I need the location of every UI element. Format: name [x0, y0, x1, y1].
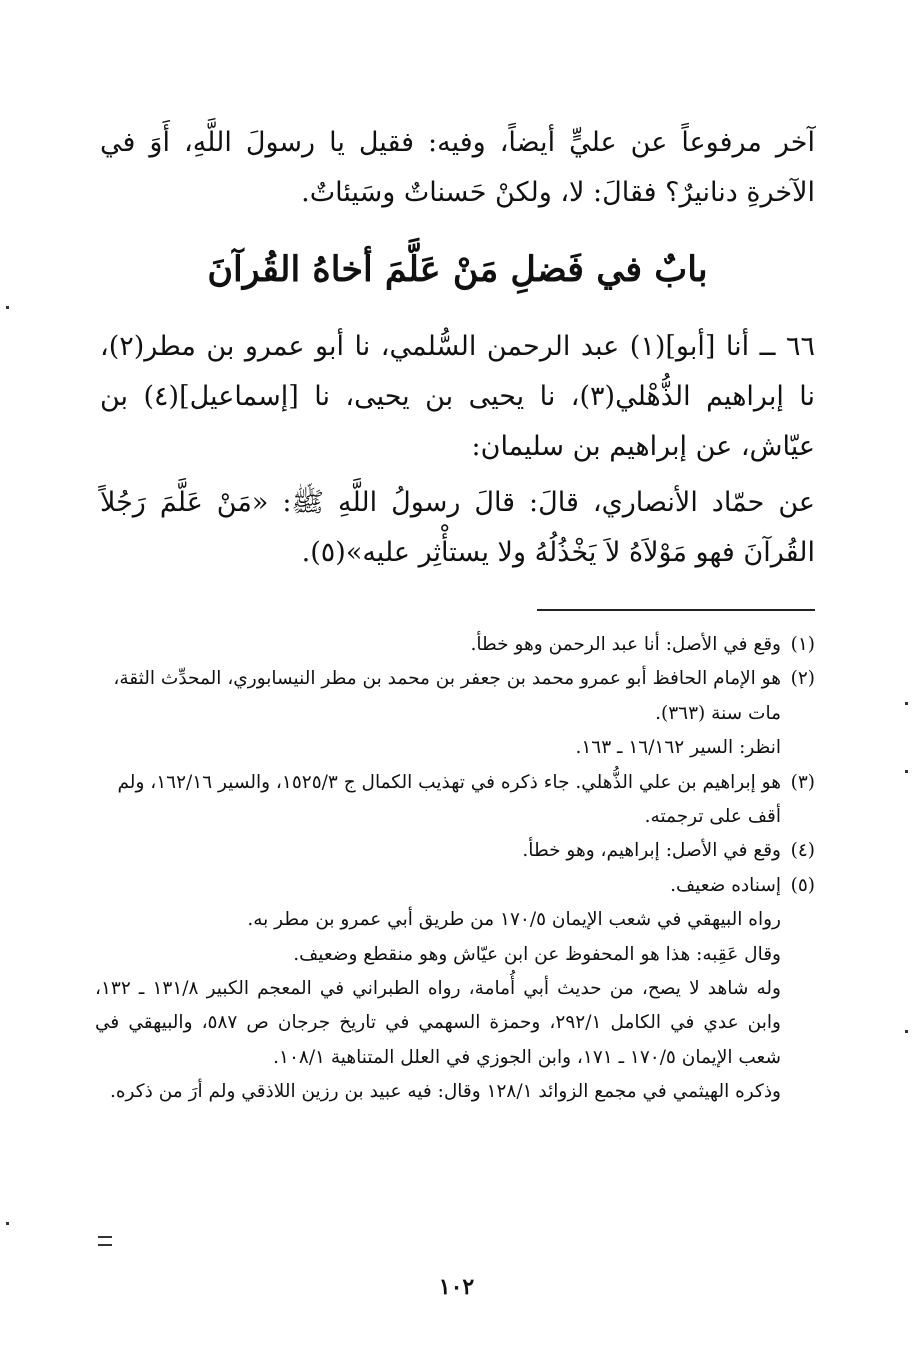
- footnote-number: (٥): [790, 874, 815, 896]
- footnote-detail: وقال عَقِبه: هذا هو المحفوظ عن ابن عيّاش وهو منقطع وضعيف.: [293, 943, 781, 965]
- footnote-detail: رواه البيهقي في شعب الإيمان ١٧٠/٥ من طريق أبي عمرو بن مطر به.: [247, 909, 781, 931]
- footnotes: [95, 628, 815, 1110]
- footnote: [95, 766, 815, 835]
- footnote-text: إسناده ضعيف.: [670, 874, 781, 896]
- scan-mark: [6, 306, 9, 309]
- scan-mark: [905, 770, 908, 773]
- footnote-detail: وذكره الهيثمي في مجمع الزوائد ١٢٨/١ وقال: فيه عبيد بن رزين اللاذقي ولم أرَ من ذكره.: [109, 1081, 781, 1103]
- footnote-text: هو إبراهيم بن علي الذُّهلي. جاء ذكره في تهذيب الكمال ج ١٥٢٥/٣، والسير ١٦٢/١٦، ولم أقف على ترجمته.: [117, 771, 781, 828]
- chapter-heading: بابٌ في فَضلِ مَنْ عَلَّمَ أخاهُ القُرآنَ: [207, 249, 708, 290]
- footnote: [95, 731, 815, 765]
- page-number: ١٠٢: [438, 1274, 475, 1300]
- footnote-text: وقع في الأصل: أنا عبد الرحمن وهو خطأ.: [470, 634, 781, 655]
- hadith-matn: عن حمّاد الأنصاري، قالَ: قالَ رسولُ اللَّهِ ﷺ: «مَنْ عَلَّمَ رَجُلاً القُرآنَ فهو مَوْلاَهُ لاَ يَخْذُلُهُ ولا يستأْثِر عليه»(٥).: [100, 487, 815, 568]
- footnote: [95, 869, 815, 903]
- paragraph-continuation: آخر مرفوعاً عن عليٍّ أيضاً، وفيه: فقيل يا رسولَ اللَّهِ، أَوَ في الآخرةِ دنانيرٌ؟ فقالَ: لا، ولكنْ حَسناتٌ وسَيئاتٌ.: [100, 127, 815, 208]
- footnote-text: هو الإمام الحافظ أبو عمرو محمد بن جعفر بن محمد بن مطر النيسابوري، المحدِّث الثقة، مات سنة (٣٦٣).: [113, 668, 781, 724]
- footnote-text: وقع في الأصل: إبراهيم، وهو خطأ.: [522, 840, 781, 862]
- scan-mark: [905, 1030, 908, 1033]
- scan-mark: [905, 702, 908, 705]
- footnote-number: (٢): [790, 668, 815, 690]
- footnote-number: [781, 731, 815, 765]
- hadith-isnad: ٦٦ ــ أنا [أبو](١) عبد الرحمن السُّلمي، نا أبو عمرو بن مطر(٢)، نا إبراهيم الذُّهْلي(٣)، نا يحيى بن يحيى، نا [إسماعيل](٤) بن عيّاش، عن إبراهيم بن سليمان:: [100, 331, 816, 462]
- footnote-number: (٣): [790, 771, 815, 793]
- footnote-detail: وله شاهد لا يصح، من حديث أبي أُمامة، رواه الطبراني في المعجم الكبير ١٣١/٨ ـ ١٣٢، وابن عدي في الكامل ٢٩٢/١، وحمزة السهمي في تاريخ جرجان ص ٥٨٧، والبيهقي في شعب الإيمان ١٧٠/٥ ـ ١٧١، وابن الجوزي في العلل المتناهية ١٠٨/١.: [95, 978, 781, 1068]
- footnote: [95, 628, 815, 662]
- footnote-text: انظر: السير ١٦/١٦٢ ـ ١٦٣.: [575, 737, 781, 759]
- scan-mark: [6, 1222, 9, 1225]
- footnote-divider: [537, 609, 815, 611]
- footnote: [95, 662, 815, 731]
- footnote: [95, 834, 815, 868]
- footnote-number: (١): [790, 634, 815, 655]
- continuation-mark: [98, 1236, 112, 1246]
- footnote-number: (٤): [790, 840, 815, 862]
